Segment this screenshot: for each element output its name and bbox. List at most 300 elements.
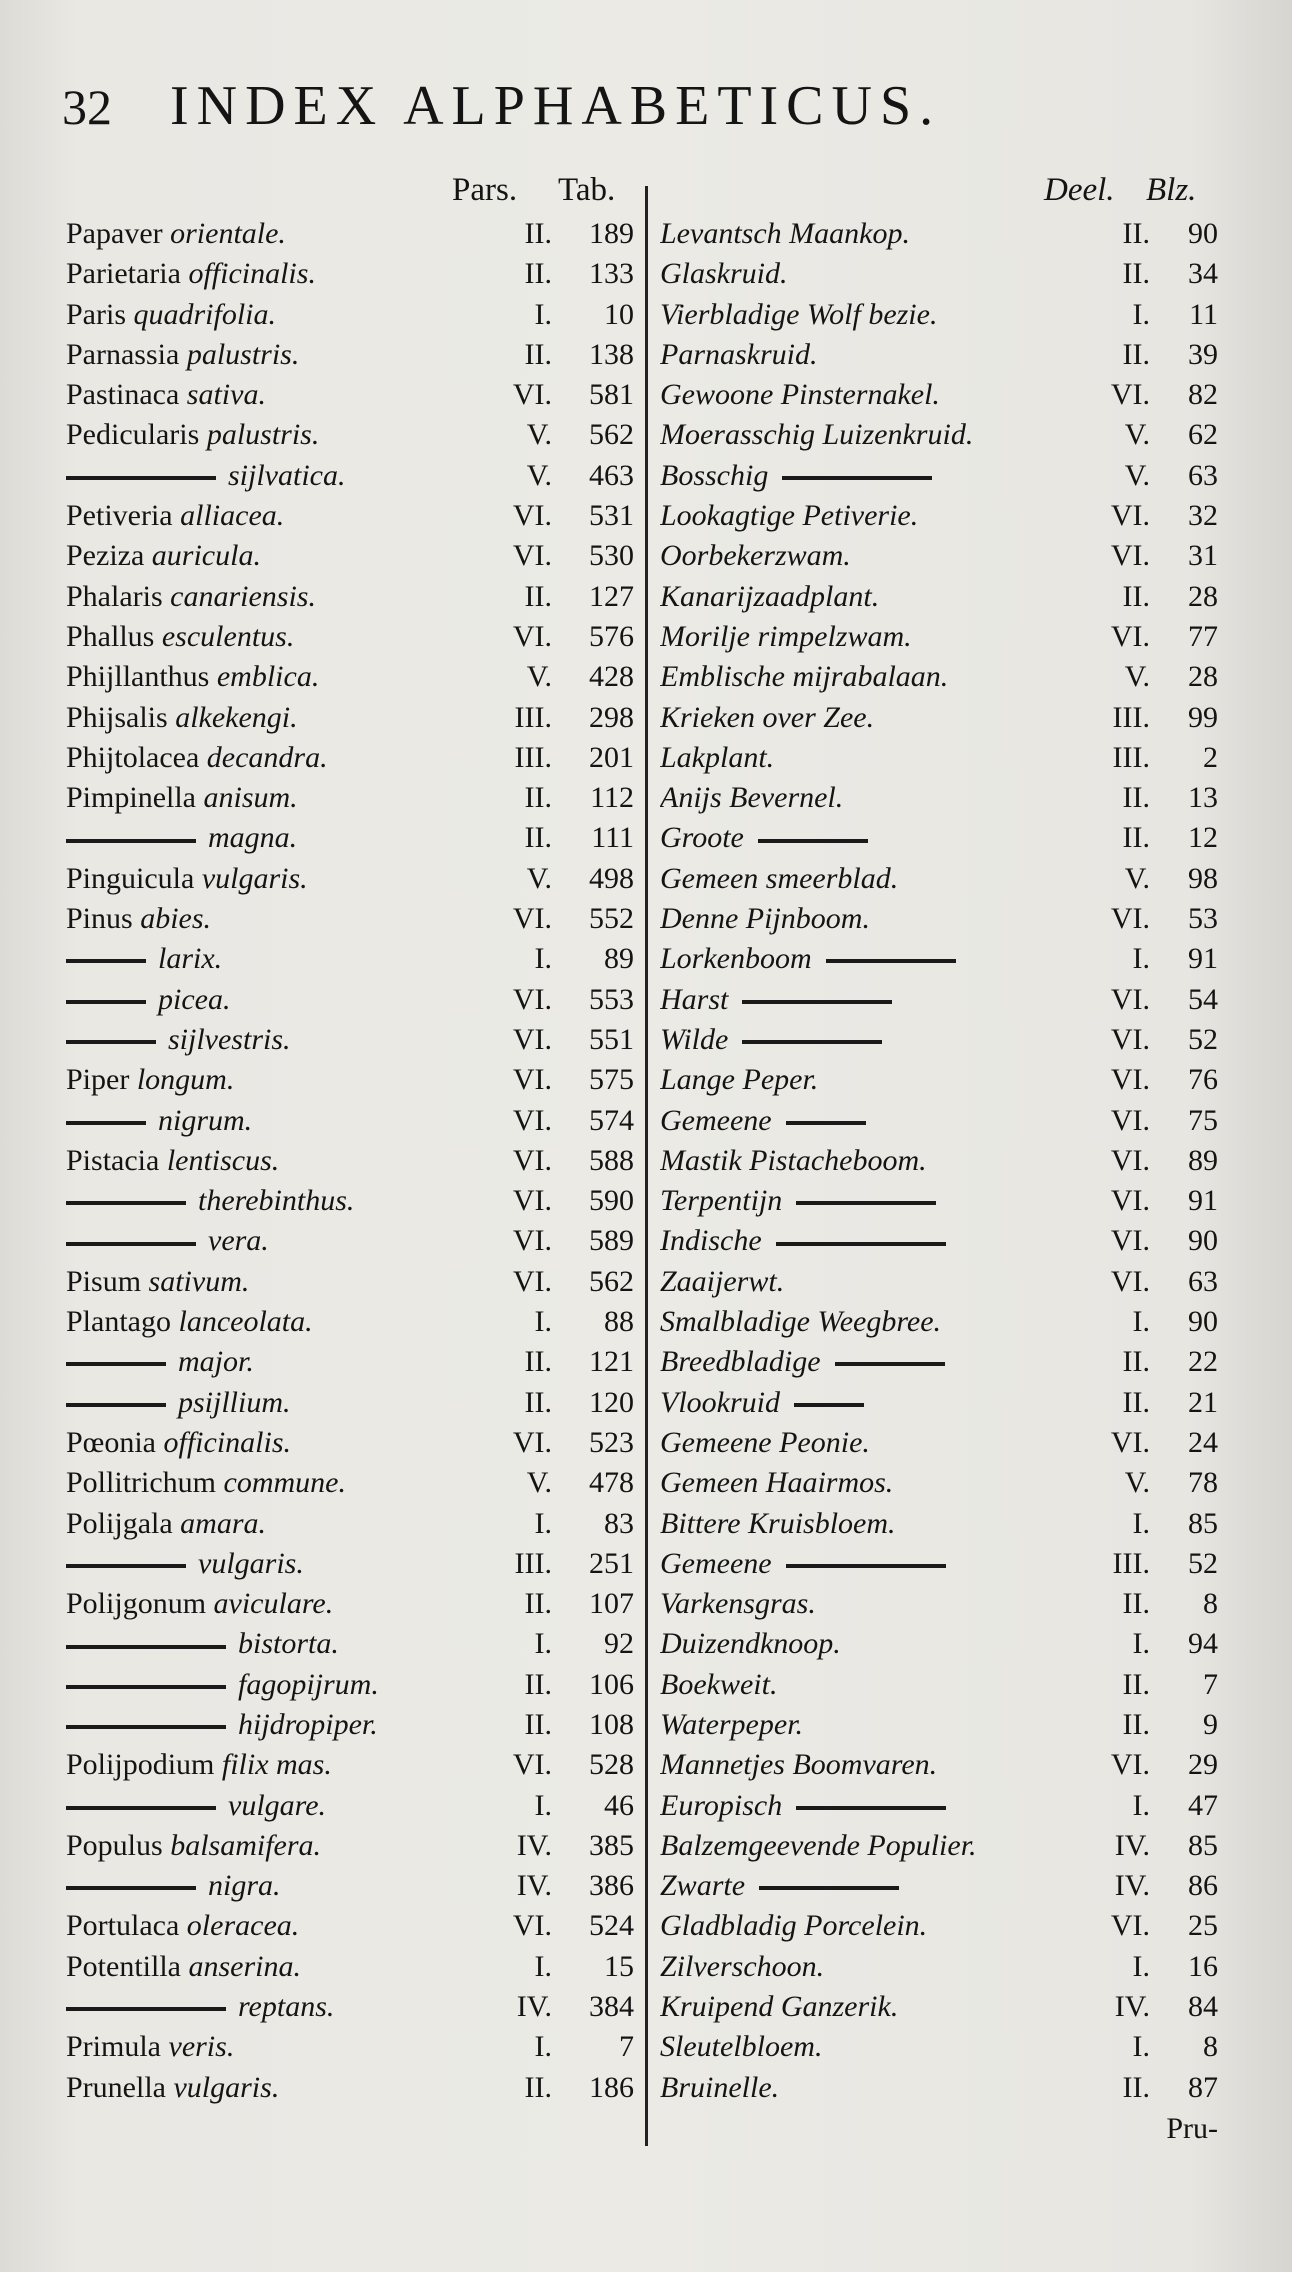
ditto-rule xyxy=(835,1362,945,1366)
page-number: 32 xyxy=(62,79,112,135)
latin-name xyxy=(66,1987,486,2027)
dutch-name xyxy=(660,415,1070,455)
dutch-name-text: Bruinelle. xyxy=(660,2070,780,2104)
index-row xyxy=(0,1423,1292,1463)
pars-volume: V. xyxy=(526,458,552,492)
ditto-rule xyxy=(66,959,146,963)
species-name: vera. xyxy=(208,1224,269,1258)
tab-number: 251 xyxy=(589,1546,634,1580)
dutch-name-text: Oorbekerzwam. xyxy=(660,539,851,573)
tab-number: 588 xyxy=(589,1143,634,1177)
deel-volume: II. xyxy=(1122,337,1150,371)
dutch-name xyxy=(660,1463,1070,1503)
deel-volume: VI. xyxy=(1110,1748,1150,1782)
latin-name xyxy=(66,1302,486,1342)
pars-volume: VI. xyxy=(512,619,552,653)
index-row xyxy=(0,375,1292,415)
species-name: esculentus. xyxy=(161,619,295,653)
tab-number: 201 xyxy=(589,740,634,774)
dutch-name-text: Kanarijzaadplant. xyxy=(660,579,880,613)
dutch-name xyxy=(660,617,1070,657)
pars-volume: II. xyxy=(524,1385,552,1419)
latin-name xyxy=(66,415,486,455)
deel-volume: VI. xyxy=(1110,378,1150,412)
latin-name xyxy=(66,859,486,899)
deel-volume: II. xyxy=(1122,217,1150,250)
latin-name xyxy=(66,214,486,254)
tab-number: 385 xyxy=(589,1828,634,1862)
deel-volume: I. xyxy=(1132,1788,1150,1822)
latin-name xyxy=(66,657,486,697)
tab-number: 552 xyxy=(589,902,634,936)
species-name: vulgaris. xyxy=(201,861,308,895)
dutch-name-text: Kruipend Ganzerik. xyxy=(660,1990,899,2024)
latin-name xyxy=(66,939,486,979)
index-row xyxy=(0,698,1292,738)
species-name: orientale. xyxy=(170,217,286,250)
dutch-name-text: Balzemgeevende Populier. xyxy=(660,1828,977,1862)
dutch-name-text: Gewoone Pinsternakel. xyxy=(660,378,940,412)
deel-volume: V. xyxy=(1124,418,1150,452)
tab-number: 562 xyxy=(589,1264,634,1298)
dutch-name xyxy=(660,1947,1070,1987)
deel-volume: II. xyxy=(1122,821,1150,855)
index-row xyxy=(0,496,1292,536)
species-name: psijllium. xyxy=(178,1385,291,1419)
index-row xyxy=(0,1544,1292,1584)
index-row xyxy=(0,899,1292,939)
genus-name: Pollitrichum xyxy=(66,1466,216,1500)
tab-number: 121 xyxy=(589,1345,634,1379)
pars-volume: I. xyxy=(534,297,552,331)
tab-number: 562 xyxy=(589,418,634,452)
pars-volume: VI. xyxy=(512,1143,552,1177)
page-reference: 77 xyxy=(1188,619,1218,653)
latin-name xyxy=(66,1745,486,1785)
genus-name: Phalaris xyxy=(66,579,163,613)
pars-volume: II. xyxy=(524,217,552,250)
page-reference: 62 xyxy=(1188,418,1218,452)
dutch-name-text: Zilverschoon. xyxy=(660,1949,825,1983)
index-row xyxy=(0,254,1292,294)
dutch-name-text: Sleutelbloem. xyxy=(660,2030,823,2064)
page-reference: 52 xyxy=(1188,1546,1218,1580)
ditto-rule xyxy=(66,1121,146,1125)
dutch-name xyxy=(660,1866,1070,1906)
dutch-name xyxy=(660,1624,1070,1664)
genus-name: Phijllanthus xyxy=(66,660,210,694)
index-row xyxy=(0,778,1292,818)
species-name: abies. xyxy=(140,902,212,936)
species-name: therebinthus. xyxy=(198,1184,355,1218)
deel-volume: II. xyxy=(1122,1587,1150,1621)
species-name: oleracea. xyxy=(186,1909,300,1943)
latin-name xyxy=(66,496,486,536)
latin-name xyxy=(66,738,486,778)
genus-name: Plantago xyxy=(66,1305,171,1339)
deel-volume: II. xyxy=(1122,1707,1150,1741)
dutch-name xyxy=(660,1342,1070,1382)
latin-name xyxy=(66,1141,486,1181)
dutch-name xyxy=(660,496,1070,536)
index-row xyxy=(0,1101,1292,1141)
column-header-tab: Tab. xyxy=(558,172,616,208)
latin-name xyxy=(66,1786,486,1826)
dutch-name xyxy=(660,1705,1070,1745)
latin-name xyxy=(66,1544,486,1584)
species-name: magna. xyxy=(208,821,298,855)
index-row xyxy=(0,1745,1292,1785)
index-row xyxy=(0,1181,1292,1221)
genus-name: Petiveria xyxy=(66,499,173,533)
tab-number: 576 xyxy=(589,619,634,653)
page-reference: 76 xyxy=(1188,1063,1218,1097)
pars-volume: I. xyxy=(534,942,552,976)
dutch-name xyxy=(660,577,1070,617)
tab-number: 478 xyxy=(589,1466,634,1500)
dutch-name xyxy=(660,1786,1070,1826)
tab-number: 428 xyxy=(589,660,634,694)
deel-volume: IV. xyxy=(1114,1990,1150,2024)
deel-volume: I. xyxy=(1132,2030,1150,2064)
latin-name xyxy=(66,1383,486,1423)
deel-volume: IV. xyxy=(1114,1869,1150,1903)
page-reference: 24 xyxy=(1188,1425,1218,1459)
tab-number: 189 xyxy=(589,217,634,250)
latin-name xyxy=(66,778,486,818)
ditto-rule xyxy=(66,1040,156,1044)
dutch-name-text: Glaskruid. xyxy=(660,257,788,291)
species-name: officinalis. xyxy=(163,1425,291,1459)
dutch-name xyxy=(660,698,1070,738)
dutch-name-text: Groote xyxy=(660,821,744,855)
page-reference: 63 xyxy=(1188,458,1218,492)
tab-number: 108 xyxy=(589,1707,634,1741)
pars-volume: IV. xyxy=(516,1869,552,1903)
dutch-name xyxy=(660,738,1070,778)
pars-volume: VI. xyxy=(512,902,552,936)
pars-volume: I. xyxy=(534,1305,552,1339)
tab-number: 83 xyxy=(604,1506,634,1540)
deel-volume: I. xyxy=(1132,297,1150,331)
deel-volume: VI. xyxy=(1110,1184,1150,1218)
species-name: quadrifolia. xyxy=(133,297,277,331)
catchword: Pru- xyxy=(1166,2112,1218,2145)
tab-number: 531 xyxy=(589,499,634,533)
species-name: larix. xyxy=(158,942,223,976)
species-name: fagopijrum. xyxy=(238,1667,379,1701)
dutch-name-text: Breedbladige xyxy=(660,1345,821,1379)
genus-name: Phallus xyxy=(66,619,155,653)
page-reference: 34 xyxy=(1188,257,1218,291)
deel-volume: II. xyxy=(1122,579,1150,613)
pars-volume: VI. xyxy=(512,1425,552,1459)
deel-volume: II. xyxy=(1122,2070,1150,2104)
pars-volume: VI. xyxy=(512,1022,552,1056)
dutch-name xyxy=(660,1141,1070,1181)
dutch-name xyxy=(660,536,1070,576)
index-row xyxy=(0,617,1292,657)
genus-name: Prunella xyxy=(66,2070,166,2104)
latin-name xyxy=(66,1906,486,1946)
latin-name xyxy=(66,1584,486,1624)
ditto-rule xyxy=(66,1685,226,1689)
ditto-rule xyxy=(758,839,868,843)
dutch-name xyxy=(660,1262,1070,1302)
pars-volume: II. xyxy=(524,821,552,855)
latin-name xyxy=(66,1020,486,1060)
tab-number: 120 xyxy=(589,1385,634,1419)
pars-volume: VI. xyxy=(512,1909,552,1943)
pars-volume: II. xyxy=(524,2070,552,2104)
tab-number: 553 xyxy=(589,982,634,1016)
page-reference: 90 xyxy=(1188,217,1218,250)
pars-volume: II. xyxy=(524,257,552,291)
index-row xyxy=(0,2068,1292,2108)
dutch-name-text: Indische xyxy=(660,1224,762,1258)
species-name: sijlvatica. xyxy=(228,458,346,492)
page-reference: 82 xyxy=(1188,378,1218,412)
deel-volume: III. xyxy=(1112,700,1150,734)
dutch-name-text: Moerasschig Luizenkruid. xyxy=(660,418,974,452)
dutch-name-text: Gemeene Peonie. xyxy=(660,1425,870,1459)
dutch-name-text: Duizendknoop. xyxy=(660,1627,841,1661)
index-row xyxy=(0,335,1292,375)
pars-volume: III. xyxy=(514,740,552,774)
species-name: sijlvestris. xyxy=(168,1022,291,1056)
pars-volume: II. xyxy=(524,781,552,815)
page-reference: 85 xyxy=(1188,1828,1218,1862)
pars-volume: V. xyxy=(526,418,552,452)
deel-volume: VI. xyxy=(1110,1022,1150,1056)
latin-name xyxy=(66,2027,486,2067)
deel-volume: VI. xyxy=(1110,1264,1150,1298)
dutch-name-text: Emblische mijrabalaan. xyxy=(660,660,949,694)
latin-name xyxy=(66,1423,486,1463)
running-title: INDEX ALPHABETICUS. xyxy=(170,75,942,137)
deel-volume: II. xyxy=(1122,1667,1150,1701)
genus-name: Polijgala xyxy=(66,1506,173,1540)
deel-volume: I. xyxy=(1132,1506,1150,1540)
dutch-name-text: Lookagtige Petiverie. xyxy=(660,499,919,533)
species-name: filix mas. xyxy=(221,1748,332,1782)
page-reference: 91 xyxy=(1188,1184,1218,1218)
genus-name: Piper xyxy=(66,1063,130,1097)
pars-volume: VI. xyxy=(512,1224,552,1258)
ditto-rule xyxy=(786,1121,866,1125)
column-header-pars: Pars. xyxy=(452,172,518,208)
species-name: palustris. xyxy=(186,337,300,371)
dutch-name-text: Zwarte xyxy=(660,1869,746,1903)
dutch-name xyxy=(660,2027,1070,2067)
tab-number: 523 xyxy=(589,1425,634,1459)
page-reference: 22 xyxy=(1188,1345,1218,1379)
deel-volume: V. xyxy=(1124,458,1150,492)
page-reference: 29 xyxy=(1188,1748,1218,1782)
latin-name xyxy=(66,1624,486,1664)
pars-volume: II. xyxy=(524,579,552,613)
species-name: alliacea. xyxy=(180,499,285,533)
page-reference: 84 xyxy=(1188,1990,1218,2024)
genus-name: Pinus xyxy=(66,902,133,936)
dutch-name xyxy=(660,1745,1070,1785)
tab-number: 590 xyxy=(589,1184,634,1218)
dutch-name xyxy=(660,1020,1070,1060)
dutch-name-text: Gemeen smeerblad. xyxy=(660,861,899,895)
dutch-name-text: Gemeen Haairmos. xyxy=(660,1466,894,1500)
dutch-name xyxy=(660,859,1070,899)
latin-name xyxy=(66,899,486,939)
tab-number: 127 xyxy=(589,579,634,613)
species-name: aviculare. xyxy=(213,1587,334,1621)
tab-number: 384 xyxy=(589,1990,634,2024)
deel-volume: II. xyxy=(1122,1345,1150,1379)
deel-volume: VI. xyxy=(1110,1425,1150,1459)
ditto-rule xyxy=(66,476,216,480)
page-reference: 98 xyxy=(1188,861,1218,895)
deel-volume: I. xyxy=(1132,1627,1150,1661)
ditto-rule xyxy=(826,959,956,963)
deel-volume: VI. xyxy=(1110,902,1150,936)
species-name: amara. xyxy=(180,1506,266,1540)
species-name: major. xyxy=(178,1345,254,1379)
species-name: alkekengi. xyxy=(175,700,298,734)
ditto-rule xyxy=(66,1000,146,1004)
genus-name: Phijtolacea xyxy=(66,740,200,774)
latin-name xyxy=(66,1826,486,1866)
deel-volume: VI. xyxy=(1110,1909,1150,1943)
species-name: officinalis. xyxy=(188,257,316,291)
page-reference: 78 xyxy=(1188,1466,1218,1500)
dutch-name xyxy=(660,335,1070,375)
tab-number: 106 xyxy=(589,1667,634,1701)
pars-volume: IV. xyxy=(516,1828,552,1862)
ditto-rule xyxy=(796,1806,946,1810)
pars-volume: VI. xyxy=(512,1748,552,1782)
page-reference: 89 xyxy=(1188,1143,1218,1177)
tab-number: 92 xyxy=(604,1627,634,1661)
index-row xyxy=(0,1866,1292,1906)
dutch-name-text: Parnaskruid. xyxy=(660,337,818,371)
pars-volume: VI. xyxy=(512,1103,552,1137)
index-row xyxy=(0,1826,1292,1866)
tab-number: 298 xyxy=(589,700,634,734)
species-name: palustris. xyxy=(206,418,320,452)
tab-number: 10 xyxy=(604,297,634,331)
species-name: lentiscus. xyxy=(166,1143,280,1177)
latin-name xyxy=(66,1221,486,1261)
species-name: longum. xyxy=(136,1063,235,1097)
dutch-name xyxy=(660,818,1070,858)
genus-name: Primula xyxy=(66,2030,161,2064)
dutch-name-text: Morilje rimpelzwam. xyxy=(660,619,912,653)
index-row xyxy=(0,1947,1292,1987)
ditto-rule xyxy=(66,1645,226,1649)
dutch-name xyxy=(660,1181,1070,1221)
dutch-name xyxy=(660,456,1070,496)
index-row xyxy=(0,2027,1292,2067)
tab-number: 524 xyxy=(589,1909,634,1943)
index-table xyxy=(0,214,1292,2108)
index-row xyxy=(0,1987,1292,2027)
page-reference: 31 xyxy=(1188,539,1218,573)
latin-name xyxy=(66,1665,486,1705)
tab-number: 551 xyxy=(589,1022,634,1056)
dutch-name-text: Gemeene xyxy=(660,1546,772,1580)
pars-volume: I. xyxy=(534,1627,552,1661)
pars-volume: I. xyxy=(534,1506,552,1540)
ditto-rule xyxy=(66,839,196,843)
latin-name xyxy=(66,1101,486,1141)
index-row xyxy=(0,214,1292,254)
page-reference: 28 xyxy=(1188,660,1218,694)
index-row xyxy=(0,1262,1292,1302)
genus-name: Pastinaca xyxy=(66,378,180,412)
deel-volume: IV. xyxy=(1114,1828,1150,1862)
index-row xyxy=(0,980,1292,1020)
deel-volume: VI. xyxy=(1110,619,1150,653)
deel-volume: II. xyxy=(1122,1385,1150,1419)
dutch-name xyxy=(660,1987,1070,2027)
deel-volume: I. xyxy=(1132,1949,1150,1983)
page-reference: 87 xyxy=(1188,2070,1218,2104)
species-name: balsamifera. xyxy=(170,1828,322,1862)
tab-number: 530 xyxy=(589,539,634,573)
tab-number: 186 xyxy=(589,2070,634,2104)
latin-name xyxy=(66,1060,486,1100)
latin-name xyxy=(66,254,486,294)
dutch-name-text: Denne Pijnboom. xyxy=(660,902,870,936)
page-reference: 12 xyxy=(1188,821,1218,855)
latin-name xyxy=(66,1342,486,1382)
dutch-name xyxy=(660,1302,1070,1342)
index-row xyxy=(0,1705,1292,1745)
tab-number: 138 xyxy=(589,337,634,371)
genus-name: Pistacia xyxy=(66,1143,160,1177)
tab-number: 528 xyxy=(589,1748,634,1782)
ditto-rule xyxy=(66,2007,226,2011)
tab-number: 589 xyxy=(589,1224,634,1258)
species-name: veris. xyxy=(168,2030,235,2064)
dutch-name-text: Smalbladige Weegbree. xyxy=(660,1305,942,1339)
pars-volume: III. xyxy=(514,700,552,734)
ditto-rule xyxy=(796,1201,936,1205)
index-row xyxy=(0,1786,1292,1826)
page-reference: 16 xyxy=(1188,1949,1218,1983)
genus-name: Peziza xyxy=(66,539,145,573)
latin-name xyxy=(66,1463,486,1503)
latin-name xyxy=(66,1504,486,1544)
genus-name: Populus xyxy=(66,1828,163,1862)
ditto-rule xyxy=(742,1000,892,1004)
index-row xyxy=(0,1060,1292,1100)
dutch-name xyxy=(660,1504,1070,1544)
species-name: reptans. xyxy=(238,1990,335,2024)
latin-name xyxy=(66,1181,486,1221)
ditto-rule xyxy=(66,1886,196,1890)
page-header xyxy=(62,74,941,144)
dutch-name xyxy=(660,254,1070,294)
pars-volume: VI. xyxy=(512,1063,552,1097)
latin-name xyxy=(66,577,486,617)
page-reference: 90 xyxy=(1188,1224,1218,1258)
dutch-name-text: Waterpeper. xyxy=(660,1707,804,1741)
page-reference: 13 xyxy=(1188,781,1218,815)
species-name: emblica. xyxy=(216,660,320,694)
page-reference: 8 xyxy=(1203,1587,1218,1621)
deel-volume: VI. xyxy=(1110,1143,1150,1177)
deel-volume: V. xyxy=(1124,861,1150,895)
